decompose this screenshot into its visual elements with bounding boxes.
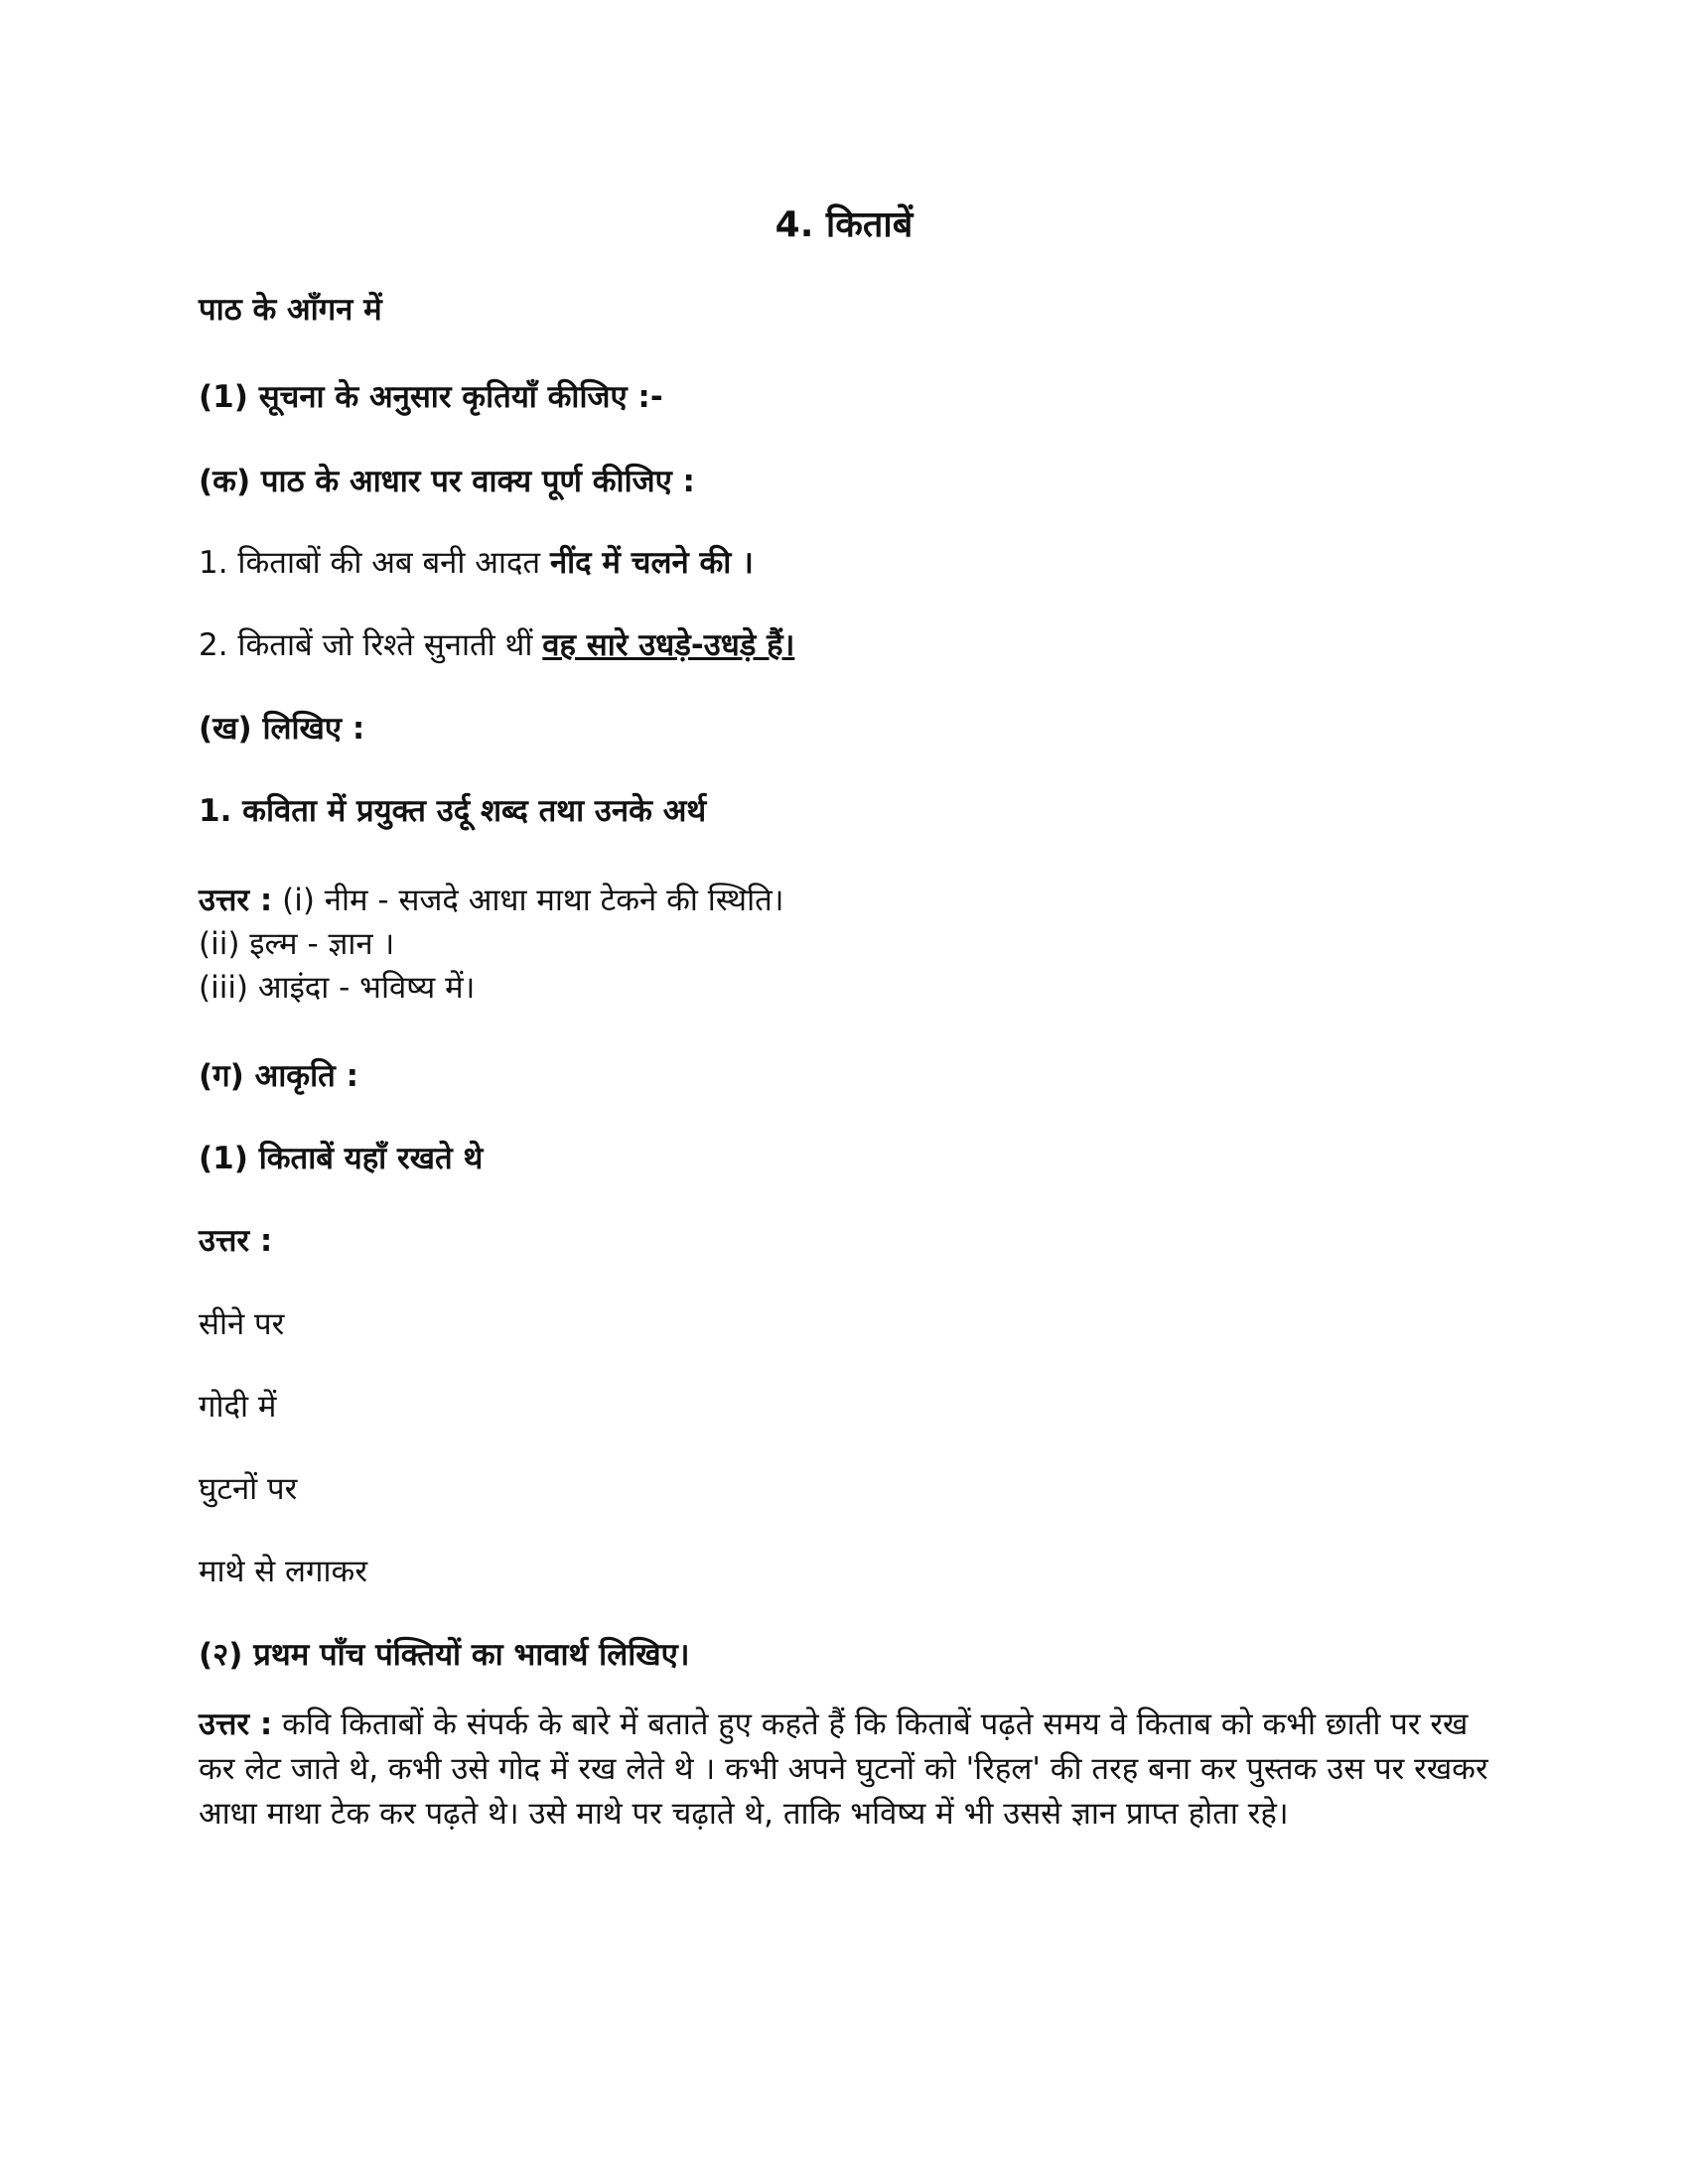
question-1: (1) सूचना के अनुसार कृतियाँ कीजिए :-	[199, 379, 663, 415]
q2-answer-label: उत्तर :	[199, 1706, 273, 1742]
kha-answer-1	[199, 879, 784, 922]
question-1-kha: (ख) लिखिए :	[199, 711, 365, 747]
answer-label: उत्तर :	[199, 883, 273, 918]
ka-item-1	[199, 541, 754, 585]
ga-answer-3: घुटनों पर	[199, 1471, 298, 1507]
ka-item-2	[199, 623, 794, 667]
ka-item-1-answer: नींद में चलने की ।	[549, 545, 754, 581]
question-2-answer	[199, 1703, 1489, 1837]
ga-answer-4: माथे से लगाकर	[199, 1554, 368, 1589]
section-heading: पाठ के आँगन में	[199, 292, 382, 328]
kha-answer-1-text: (i) नीम - सजदे आधा माथा टेकने की स्थिति।	[272, 883, 784, 918]
ga-answer-label: उत्तर :	[199, 1223, 273, 1259]
question-2: (२) प्रथम पाँच पंक्तियों का भावार्थ लिखिए।	[199, 1637, 690, 1673]
q2-answer-text: कवि किताबों के संपर्क के बारे में बताते हुए कहते हैं कि किताबें पढ़ते समय वे किताब को कभी छाती पर रख कर लेट जाते थे, कभी उसे गोद में रख लेते थे । कभी अपने घुटनों को 'रिहल' की तरह बना कर पुस्तक उस पर रखकर आधा माथा टेक कर पढ़ते थे। उसे माथे पर चढ़ाते थे, ताकि भविष्य में भी उससे ज्ञान प्राप्त होता रहे।	[199, 1706, 1488, 1832]
ga-answer-1: सीने पर	[199, 1306, 285, 1342]
ka-item-2-text: 2. किताबें जो रिश्ते सुनाती थीं	[199, 627, 543, 663]
question-1-ga: (ग) आकृति :	[199, 1058, 358, 1094]
kha-question-1: 1. कविता में प्रयुक्त उर्दू शब्द तथा उनके अर्थ	[199, 793, 707, 829]
kha-answer-3: (iii) आइंदा - भविष्य में।	[199, 970, 476, 1006]
ga-answer-2: गोदी में	[199, 1389, 277, 1425]
page-title: 4. किताबें	[774, 205, 914, 245]
question-1-ka: (क) पाठ के आधार पर वाक्य पूर्ण कीजिए :	[199, 464, 695, 499]
ga-question-1: (1) किताबें यहाँ रखते थे	[199, 1141, 484, 1176]
ka-item-2-answer: वह सारे उधड़े-उधड़े हैं।	[542, 627, 795, 663]
kha-answer-2: (ii) इल्म - ज्ञान ।	[199, 926, 395, 962]
ka-item-1-text: 1. किताबों की अब बनी आदत	[199, 545, 550, 581]
